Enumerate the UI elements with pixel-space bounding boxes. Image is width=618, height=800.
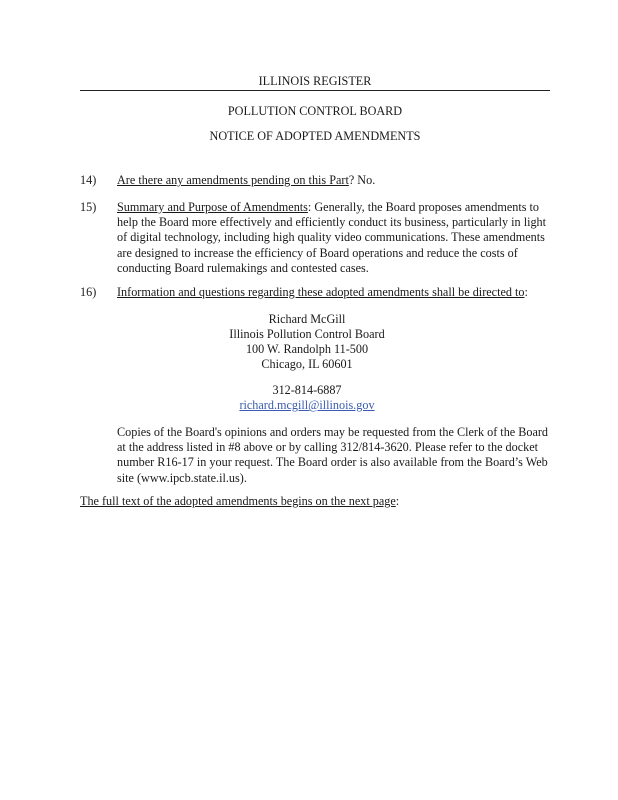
copies-paragraph: Copies of the Board's opinions and orders may be requested from the Clerk of the Board at the address listed in #8 above or by calling 312/814-3620. Please refer to the docket number R16-17 in your request. The Board order is also available from the Board’s Web site (www.ipcb.state.il.us). [117,425,549,485]
item-number: 14) [80,173,97,187]
contact-phone: 312-814-6887 [272,383,342,397]
contact-city: Chicago, IL 60601 [261,357,353,371]
item-text: : Generally, the Board proposes amendments to help the Board more effectively and efficiently conduct its business, particularly in light of digital technology, including high quality video communications. These amendments are designed to increase the efficiency of Board operations and reduce the costs of conducting Board rulemakings and contested cases. [117,200,547,275]
contact-name: Richard McGill [268,312,346,326]
item-answer: ? No. [348,173,376,187]
full-text-notice-text: The full text of the adopted amendments begins on the next page [80,494,396,508]
full-text-notice-suffix: : [395,494,400,508]
header-rule [80,90,550,91]
contact-email-row [117,398,497,413]
item-question: Are there any amendments pending on this Part [117,173,349,187]
item-number: 16) [80,285,97,299]
item-heading: Information and questions regarding these adopted amendments shall be directed to [117,285,525,299]
contact-email-link[interactable]: richard.mcgill@illinois.gov [239,398,375,412]
board-name: POLLUTION CONTROL BOARD [227,104,403,118]
item-heading: Summary and Purpose of Amendments [117,200,308,214]
item-body [117,173,550,188]
register-title: ILLINOIS REGISTER [258,74,372,88]
contact-organization: Illinois Pollution Control Board [229,327,385,341]
item-suffix: : [524,285,528,299]
item-body [117,200,550,276]
item-body [117,285,550,300]
contact-street: 100 W. Randolph 11-500 [245,342,369,356]
notice-title: NOTICE OF ADOPTED AMENDMENTS [209,129,421,143]
item-number: 15) [80,200,97,214]
full-text-notice [80,494,399,509]
